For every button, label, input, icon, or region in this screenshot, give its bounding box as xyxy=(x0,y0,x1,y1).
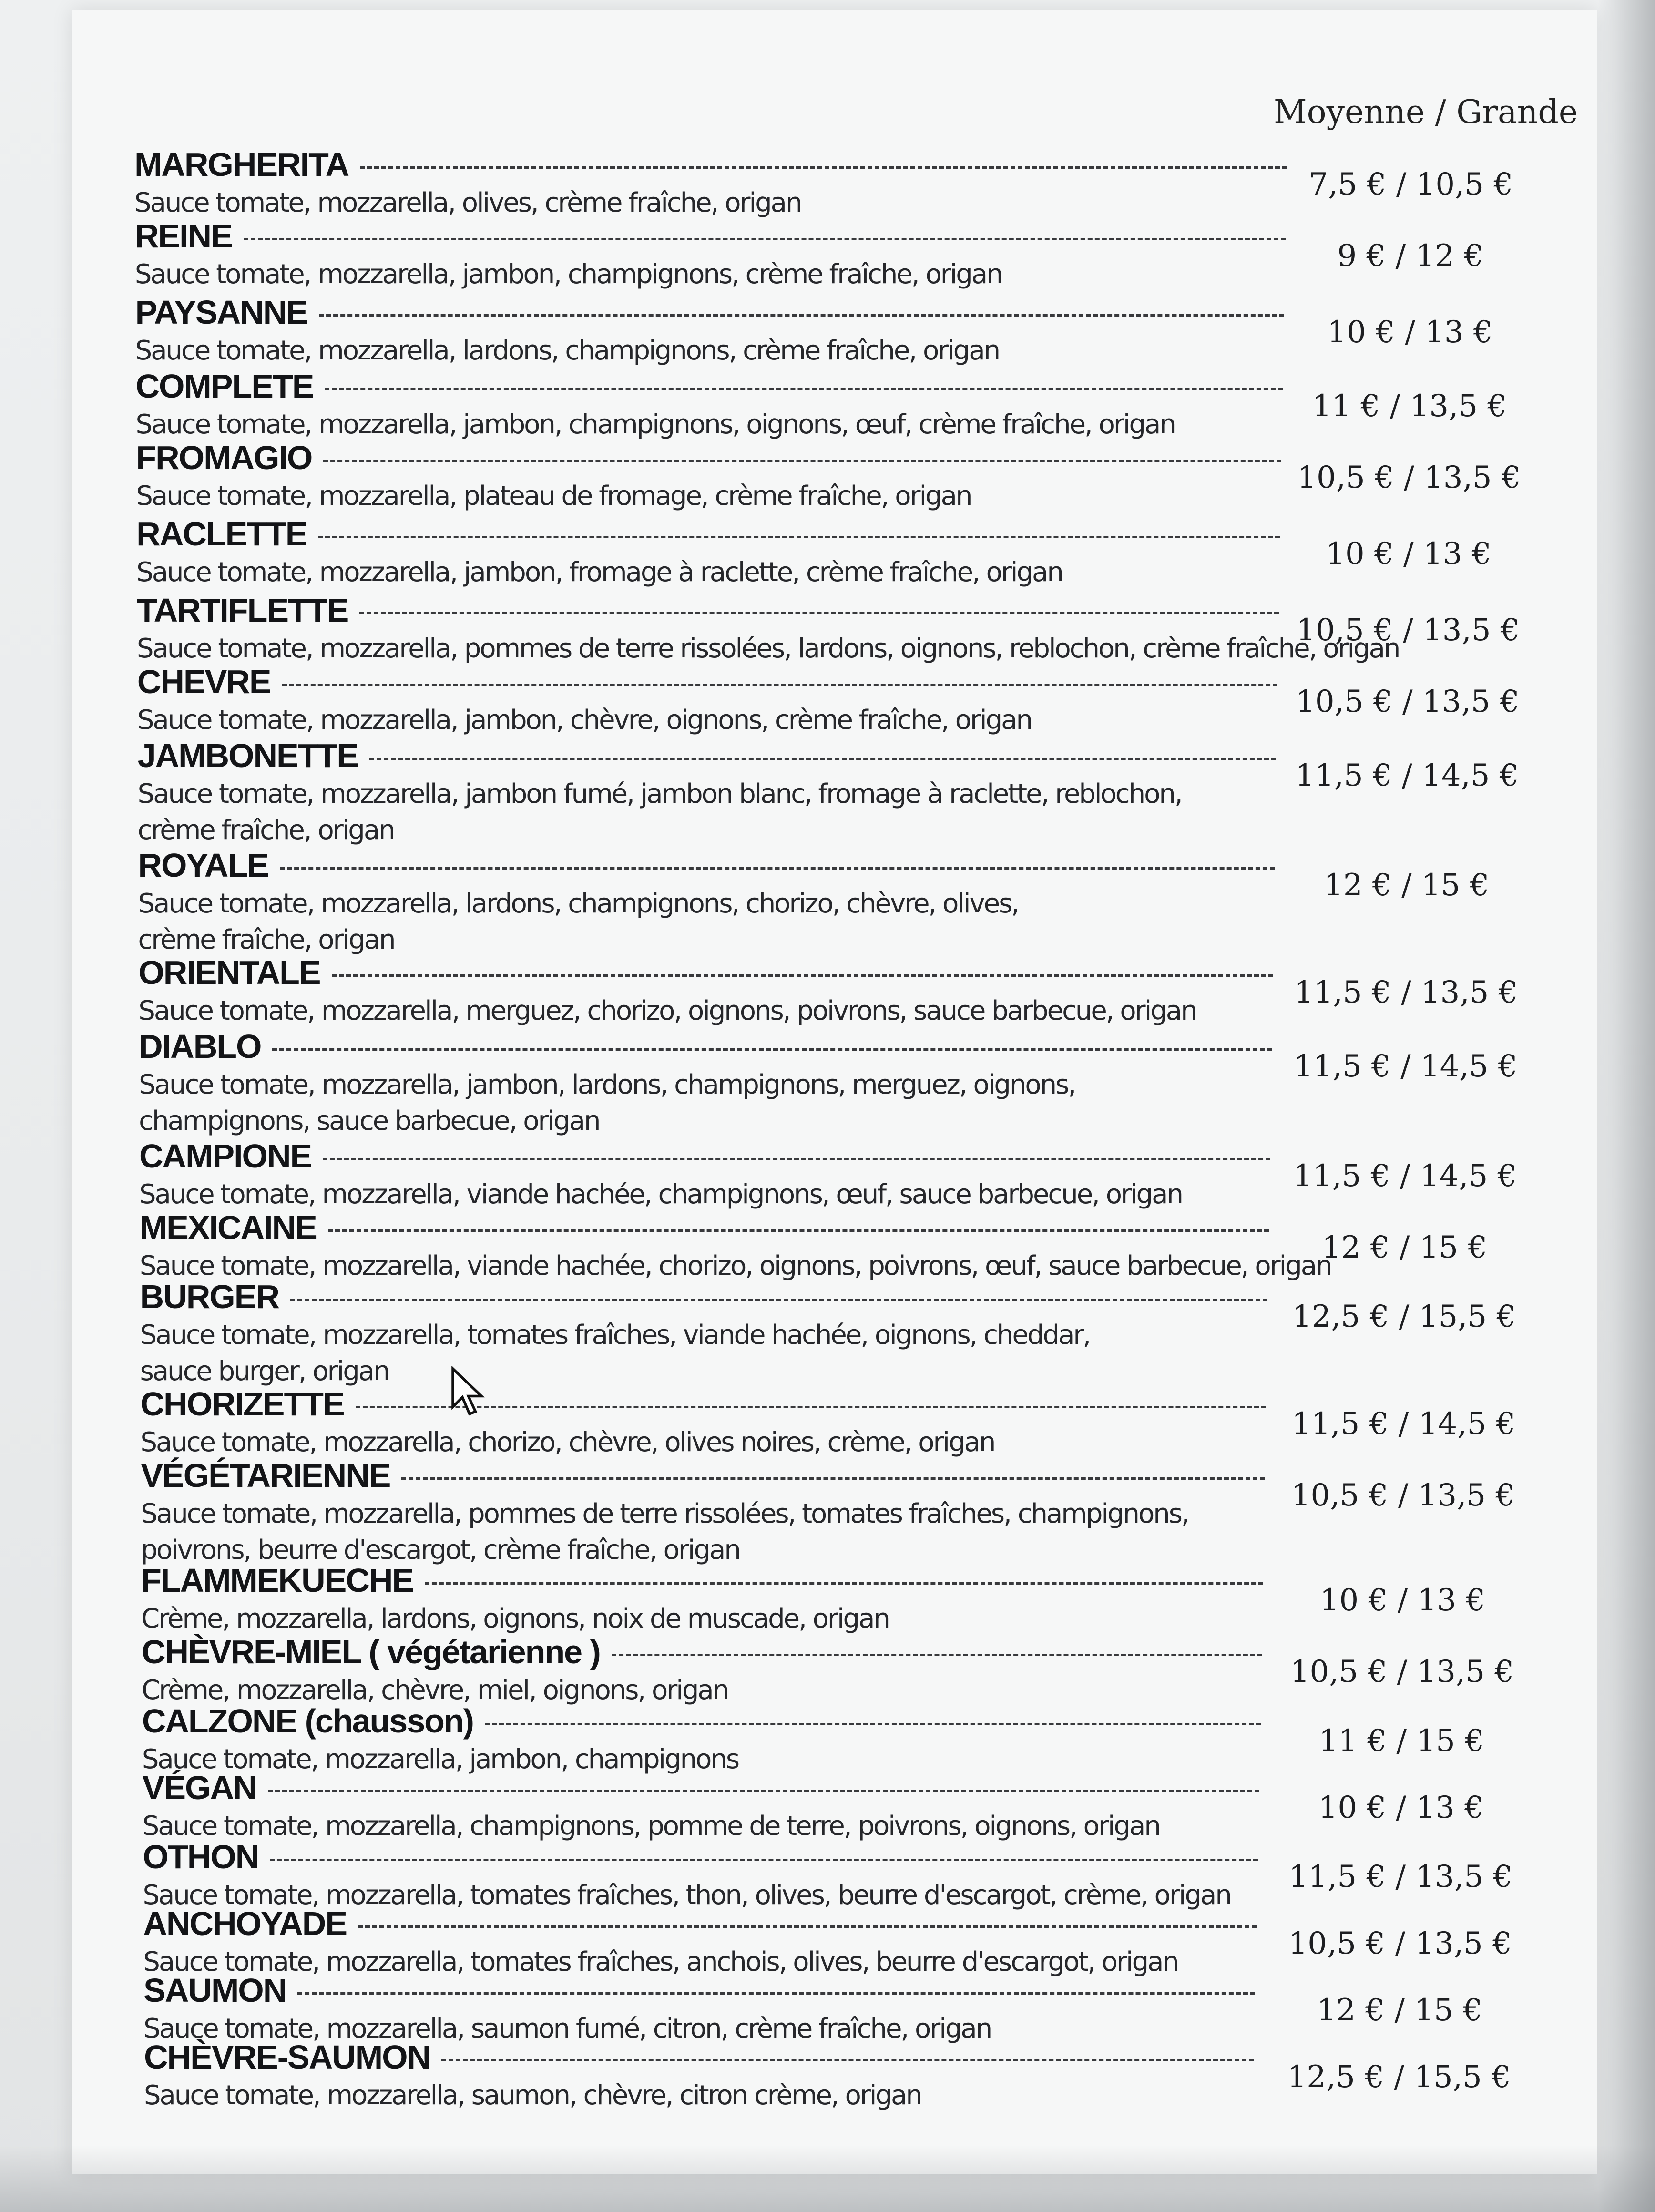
dotted-leader xyxy=(270,1859,1257,1861)
menu-item-name-line xyxy=(136,365,1283,408)
dotted-leader xyxy=(318,536,1280,538)
pizza-price: 12 € / 15 € xyxy=(1321,1230,1488,1265)
pizza-price: 11,5 € / 14,5 € xyxy=(1291,1406,1516,1442)
pizza-price: 10,5 € / 13,5 € xyxy=(1296,613,1520,648)
dotted-leader xyxy=(328,1229,1269,1232)
dotted-leader xyxy=(282,684,1277,686)
pizza-description: Sauce tomate, mozzarella, pommes de terre rissolées, tomates fraîches, champignons, xyxy=(141,1498,1188,1529)
menu-item-name-line xyxy=(137,660,1277,703)
screen-bottom-shadow xyxy=(0,2145,1655,2212)
menu-item xyxy=(0,734,1655,846)
pizza-price: 12,5 € / 15,5 € xyxy=(1292,1299,1516,1334)
pizza-name: ANCHOYADE xyxy=(143,1905,347,1942)
pizza-description: Sauce tomate, mozzarella, jambon, champignons, oignons, œuf, crème fraîche, origan xyxy=(135,409,1175,440)
pizza-name: COMPLETE xyxy=(135,368,314,405)
menu-item-name-line xyxy=(143,1902,1257,1945)
menu-item-name-line xyxy=(138,844,1275,887)
pizza-name: MARGHERITA xyxy=(134,146,349,183)
menu-item-name-line xyxy=(136,436,1281,479)
pizza-price: 12,5 € / 15,5 € xyxy=(1287,2059,1511,2095)
pizza-name: VÉGAN xyxy=(142,1769,256,1806)
pizza-price: 10,5 € / 13,5 € xyxy=(1288,1926,1512,1961)
screen-edge-shadow xyxy=(1598,0,1655,2212)
menu-item-name-line xyxy=(143,1766,1259,1809)
pizza-description: Sauce tomate, mozzarella, tomates fraîches, viande hachée, oignons, cheddar, xyxy=(140,1320,1090,1351)
pizza-name: DIABLO xyxy=(139,1028,261,1065)
pizza-price: 11,5 € / 14,5 € xyxy=(1293,1158,1517,1194)
pizza-description: Sauce tomate, mozzarella, saumon, chèvre, citron crème, origan xyxy=(144,2080,921,2111)
pizza-name: PAYSANNE xyxy=(135,294,307,331)
dotted-leader xyxy=(401,1477,1265,1480)
pizza-description: Sauce tomate, mozzarella, jambon, fromage à raclette, crème fraîche, origan xyxy=(136,557,1062,588)
pizza-description: champignons, sauce barbecue, origan xyxy=(139,1106,600,1137)
pizza-price: 11,5 € / 13,5 € xyxy=(1294,975,1518,1010)
pizza-description: poivrons, beurre d'escargot, crème fraîche, origan xyxy=(141,1535,740,1566)
pizza-description: Sauce tomate, mozzarella, jambon, chèvre, oignons, crème fraîche, origan xyxy=(137,705,1032,736)
pizza-name: REINE xyxy=(134,217,232,255)
pizza-price: 11,5 € / 14,5 € xyxy=(1295,758,1519,793)
dotted-leader xyxy=(485,1723,1261,1725)
pizza-name: CHORIZETTE xyxy=(140,1385,344,1423)
pizza-name: ORIENTALE xyxy=(138,954,320,991)
menu-item-name-line xyxy=(138,734,1276,777)
menu-item-name-line xyxy=(138,951,1273,994)
pizza-price: 10 € / 13 € xyxy=(1326,536,1492,572)
pizza-price: 11,5 € / 13,5 € xyxy=(1288,1859,1512,1895)
pizza-price: 9 € / 12 € xyxy=(1337,238,1483,274)
pizza-price: 7,5 € / 10,5 € xyxy=(1308,167,1513,202)
pizza-description: Sauce tomate, mozzarella, tomates fraîches, thon, olives, beurre d'escargot, crème, origan xyxy=(143,1880,1231,1911)
pizza-name: CHÈVRE-MIEL ( végétarienne ) xyxy=(142,1633,600,1670)
pizza-description: Crème, mozzarella, chèvre, miel, oignons, origan xyxy=(142,1675,728,1706)
pizza-description: Sauce tomate, mozzarella, jambon, lardons, champignons, merguez, oignons, xyxy=(139,1069,1075,1100)
menu-item-name-line xyxy=(135,291,1285,334)
dotted-leader xyxy=(323,1158,1270,1160)
menu-item xyxy=(0,512,1655,588)
pizza-name: SAUMON xyxy=(143,1972,286,2009)
menu-item-name-line xyxy=(140,1206,1269,1249)
menu-item-name-line xyxy=(134,143,1287,186)
pizza-name: FLAMMEKUECHE xyxy=(141,1562,414,1599)
pizza-description: Sauce tomate, mozzarella, olives, crème fraîche, origan xyxy=(134,187,801,218)
pizza-description: Crème, mozzarella, lardons, oignons, noix de muscade, origan xyxy=(141,1603,889,1634)
pizza-name: MEXICAINE xyxy=(139,1209,317,1246)
pizza-description: Sauce tomate, mozzarella, jambon, champignons xyxy=(142,1744,739,1775)
pizza-price: 11 € / 15 € xyxy=(1318,1723,1484,1759)
pizza-description: Sauce tomate, mozzarella, tomates fraîches, anchois, olives, beurre d'escargot, origan xyxy=(143,1946,1178,1977)
pizza-name: JAMBONETTE xyxy=(137,737,358,774)
menu-item xyxy=(0,1835,1655,1911)
pizza-name: OTHON xyxy=(143,1838,259,1875)
pizza-name: CALZONE (chausson) xyxy=(142,1702,473,1740)
pizza-name: CHEVRE xyxy=(137,663,271,700)
mouse-cursor-icon xyxy=(450,1366,489,1419)
pizza-name: CAMPIONE xyxy=(139,1137,312,1175)
pizza-price: 10,5 € / 13,5 € xyxy=(1290,1654,1514,1690)
pizza-description: Sauce tomate, mozzarella, lardons, champignons, chorizo, chèvre, olives, xyxy=(138,888,1019,919)
dotted-leader xyxy=(360,166,1287,169)
pizza-description: Sauce tomate, mozzarella, viande hachée, chorizo, oignons, poivrons, œuf, sauce barbecue, origan xyxy=(139,1250,1331,1281)
menu-item-name-line xyxy=(141,1559,1263,1602)
menu-item-name-line xyxy=(141,1454,1265,1497)
pizza-name: BURGER xyxy=(140,1278,279,1315)
pizza-description: crème fraîche, origan xyxy=(138,924,395,955)
pizza-name: CHÈVRE-SAUMON xyxy=(144,2038,430,2076)
menu-item-name-line xyxy=(142,1700,1261,1742)
menu-item-name-line xyxy=(140,1275,1268,1318)
menu-item-name-line xyxy=(142,1630,1262,1673)
dotted-leader xyxy=(612,1654,1262,1656)
pizza-description: Sauce tomate, mozzarella, saumon fumé, citron, crème fraîche, origan xyxy=(143,2013,991,2044)
menu-item xyxy=(0,1630,1655,1706)
dotted-leader xyxy=(325,388,1283,390)
menu-item xyxy=(0,660,1655,736)
pizza-description: sauce burger, origan xyxy=(140,1356,389,1387)
menu-item-name-line xyxy=(139,1135,1270,1178)
pizza-description: Sauce tomate, mozzarella, plateau de fromage, crème fraîche, origan xyxy=(136,481,971,512)
menu-item xyxy=(0,436,1655,512)
pizza-description: crème fraîche, origan xyxy=(137,815,394,846)
menu-item xyxy=(0,1902,1655,1977)
menu-item-name-line xyxy=(136,512,1280,555)
dotted-leader xyxy=(356,1406,1267,1408)
pizza-description: Sauce tomate, mozzarella, chorizo, chèvre, olives noires, crème, origan xyxy=(140,1427,995,1458)
pizza-name: RACLETTE xyxy=(136,515,307,553)
menu-item-name-line xyxy=(143,1835,1258,1878)
dotted-leader xyxy=(244,238,1286,240)
dotted-leader xyxy=(441,2059,1254,2061)
pizza-price: 11 € / 13,5 € xyxy=(1312,389,1507,424)
menu-item-name-line xyxy=(144,2036,1254,2079)
pizza-price: 10,5 € / 13,5 € xyxy=(1291,1478,1515,1513)
dotted-leader xyxy=(369,758,1276,760)
pizza-price: 12 € / 15 € xyxy=(1317,1993,1482,2028)
pizza-description: Sauce tomate, mozzarella, merguez, chorizo, oignons, poivrons, sauce barbecue, origan xyxy=(138,995,1196,1026)
pizza-description: Sauce tomate, mozzarella, pommes de terre rissolées, lardons, oignons, reblochon, crème fraîche, origan xyxy=(137,633,1400,664)
dotted-leader xyxy=(319,314,1284,317)
dotted-leader xyxy=(359,612,1278,614)
menu-item-name-line xyxy=(141,1382,1267,1425)
pizza-price: 10,5 € / 13,5 € xyxy=(1297,460,1521,495)
pizza-price: 10 € / 13 € xyxy=(1319,1583,1486,1618)
dotted-leader xyxy=(332,974,1273,977)
pizza-description: Sauce tomate, mozzarella, champignons, pomme de terre, poivrons, oignons, origan xyxy=(142,1811,1160,1842)
menu-item xyxy=(0,1206,1655,1281)
dotted-leader xyxy=(268,1790,1259,1792)
menu-item xyxy=(0,1766,1655,1842)
pizza-price: 12 € / 15 € xyxy=(1324,868,1490,903)
menu-item-name-line xyxy=(135,215,1286,257)
pizza-description: Sauce tomate, mozzarella, jambon fumé, jambon blanc, fromage à raclette, reblochon, xyxy=(137,778,1182,809)
dotted-leader xyxy=(272,1048,1271,1051)
dotted-leader xyxy=(280,867,1275,870)
pizza-price: 11,5 € / 14,5 € xyxy=(1294,1049,1518,1084)
pizza-name: ROYALE xyxy=(138,847,268,884)
dotted-leader xyxy=(323,460,1281,462)
pizza-name: TARTIFLETTE xyxy=(137,592,348,629)
menu-item xyxy=(0,1275,1655,1387)
menu-item-name-line xyxy=(139,1025,1272,1068)
pizza-description: Sauce tomate, mozzarella, lardons, champignons, crème fraîche, origan xyxy=(135,335,1000,366)
dotted-leader xyxy=(425,1582,1263,1585)
pizza-description: Sauce tomate, mozzarella, jambon, champignons, crème fraîche, origan xyxy=(134,259,1002,290)
menu-item xyxy=(0,1382,1655,1458)
pizza-name: VÉGÉTARIENNE xyxy=(141,1457,390,1494)
pizza-price: 10 € / 13 € xyxy=(1327,315,1493,350)
pizza-price: 10 € / 13 € xyxy=(1318,1790,1484,1825)
pizza-name: FROMAGIO xyxy=(136,439,312,476)
menu-item xyxy=(0,951,1655,1026)
pizza-description: Sauce tomate, mozzarella, viande hachée, champignons, œuf, sauce barbecue, origan xyxy=(139,1179,1182,1210)
menu-item-name-line xyxy=(143,1969,1255,2012)
menu-item-name-line xyxy=(137,589,1279,632)
size-column-header: Moyenne / Grande xyxy=(1274,93,1578,131)
dotted-leader xyxy=(358,1925,1257,1928)
dotted-leader xyxy=(297,1992,1255,1995)
dotted-leader xyxy=(290,1299,1267,1301)
pizza-price: 10,5 € / 13,5 € xyxy=(1296,684,1520,719)
